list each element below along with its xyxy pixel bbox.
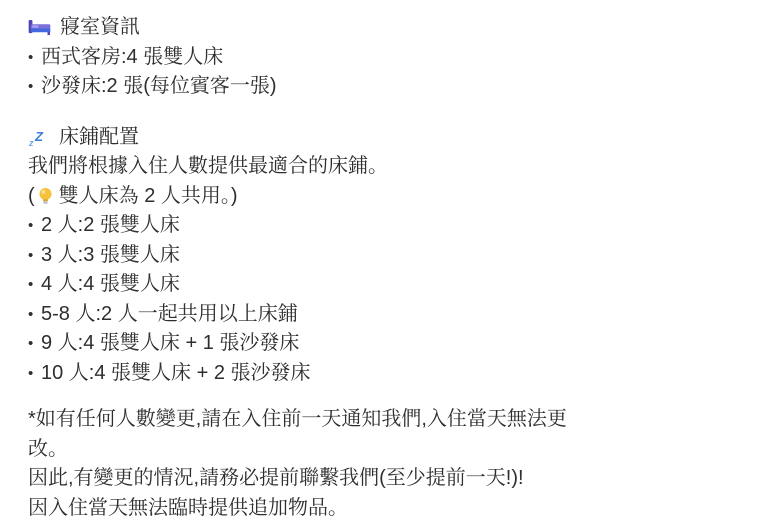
bullet-marker: • [28, 270, 41, 300]
room-info-heading: 寢室資訊 [60, 13, 140, 43]
tip-open-paren: ( [28, 182, 35, 212]
bed-layout-item-text: 5-8 人:2 人一起共用以上床鋪 [41, 300, 298, 330]
bed-layout-intro: 我們將根據入住人數提供最適合的床鋪。 [28, 152, 668, 182]
svg-text:z: z [28, 138, 34, 147]
bed-layout-heading: 床鋪配置 [59, 123, 139, 153]
notes-line: 因入住當天無法臨時提供追加物品。 [28, 494, 668, 523]
room-info-item-text: 沙發床:2 張(每位賓客一張) [41, 72, 277, 102]
bed-layout-tip-text: 雙人床為 2 人共用。) [59, 182, 238, 212]
notes-line: 改。 [28, 435, 668, 465]
bed-layout-item-text: 10 人:4 張雙人床 + 2 張沙發床 [41, 359, 311, 389]
bullet-marker: • [28, 72, 41, 102]
bed-layout-heading-row [28, 123, 668, 153]
bed-layout-item-text: 9 人:4 張雙人床 + 1 張沙發床 [41, 329, 299, 359]
bullet-marker: • [28, 211, 41, 241]
zzz-icon [28, 128, 50, 147]
bed-layout-tip [28, 182, 668, 212]
lightbulb-icon [37, 186, 54, 206]
room-info-item [28, 72, 668, 102]
bullet-marker: • [28, 300, 41, 330]
bed-layout-item-text: 4 人:4 張雙人床 [41, 270, 180, 300]
bullet-marker: • [28, 43, 41, 73]
bed-layout-item [28, 211, 668, 241]
bed-layout-item-text: 2 人:2 張雙人床 [41, 211, 180, 241]
room-info-item [28, 43, 668, 73]
bed-layout-item [28, 270, 668, 300]
notes-section [28, 405, 668, 523]
bed-layout-section [28, 123, 668, 389]
notes-line: *如有任何人數變更,請在入住前一天通知我們,入住當天無法更 [28, 405, 668, 435]
bullet-marker: • [28, 359, 41, 389]
bed-layout-item [28, 359, 668, 389]
bed-layout-item [28, 329, 668, 359]
bed-layout-item [28, 300, 668, 330]
bullet-marker: • [28, 241, 41, 271]
bed-layout-item [28, 241, 668, 271]
room-info-heading-row [28, 13, 668, 43]
bullet-marker: • [28, 329, 41, 359]
bed-icon [28, 19, 51, 36]
room-info-item-text: 西式客房:4 張雙人床 [41, 43, 223, 73]
svg-text:Z: Z [34, 129, 44, 144]
room-info-section [28, 13, 668, 102]
bed-layout-item-text: 3 人:3 張雙人床 [41, 241, 180, 271]
notes-line: 因此,有變更的情況,請務必提前聯繫我們(至少提前一天!)! [28, 464, 668, 494]
